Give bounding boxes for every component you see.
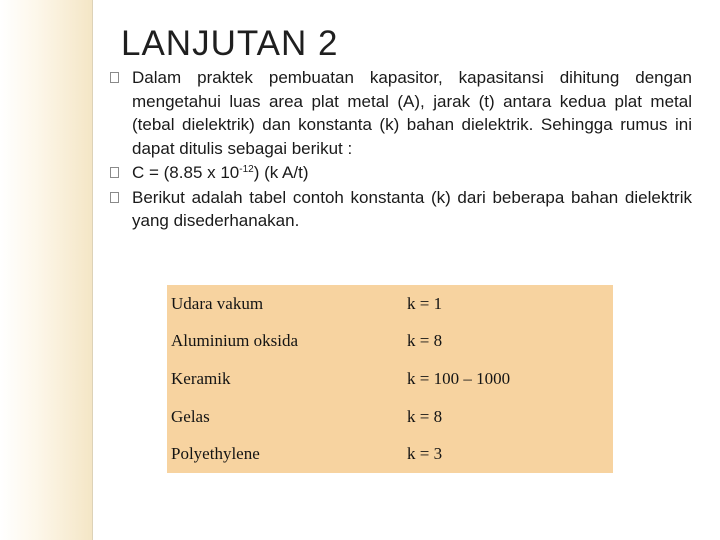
bullet-item-formula [110, 161, 692, 185]
bullet-list [110, 66, 692, 234]
formula-suffix: ) (k A/t) [253, 163, 309, 182]
k-value-cell: k = 3 [407, 444, 443, 464]
material-cell: Gelas [171, 406, 210, 426]
k-value-cell: k = 8 [407, 406, 443, 426]
material-cell: Aluminium oksida [171, 331, 299, 351]
decorative-side-band [0, 0, 92, 540]
material-cell: Polyethylene [171, 444, 260, 464]
bullet-box-icon [110, 72, 119, 83]
table-row [167, 360, 613, 398]
table-row [167, 398, 613, 436]
bullet-item [110, 186, 692, 233]
bullet-text: Dalam praktek pembuatan kapasitor, kapasitansi dihitung dengan mengetahui luas area plat metal (A), jarak (t) antara kedua plat metal (tebal dielektrik) dan konstanta (k) bahan dielektrik. Sehingga rumus ini dapat ditulis sebagai berikut : [132, 68, 692, 158]
k-value-cell: k = 1 [407, 293, 443, 313]
table-row [167, 435, 613, 473]
table-row [167, 323, 613, 361]
bullet-text: Berikut adalah tabel contoh konstanta (k) dari beberapa bahan dielektrik yang disederhanakan. [132, 187, 692, 230]
material-cell: Keramik [171, 368, 231, 388]
table-row [167, 285, 613, 323]
k-value-cell: k = 8 [407, 331, 443, 351]
bullet-box-icon [110, 192, 119, 203]
k-value-cell: k = 100 – 1000 [407, 368, 511, 388]
formula-exponent: -12 [239, 164, 254, 175]
dielectric-constant-table [167, 285, 613, 473]
slide-title: LANJUTAN 2 [121, 24, 339, 63]
bullet-item [110, 66, 692, 160]
material-cell: Udara vakum [171, 293, 264, 313]
side-band-divider [92, 0, 93, 540]
formula-prefix: C = (8.85 x 10 [132, 163, 240, 182]
bullet-box-icon [110, 167, 119, 178]
